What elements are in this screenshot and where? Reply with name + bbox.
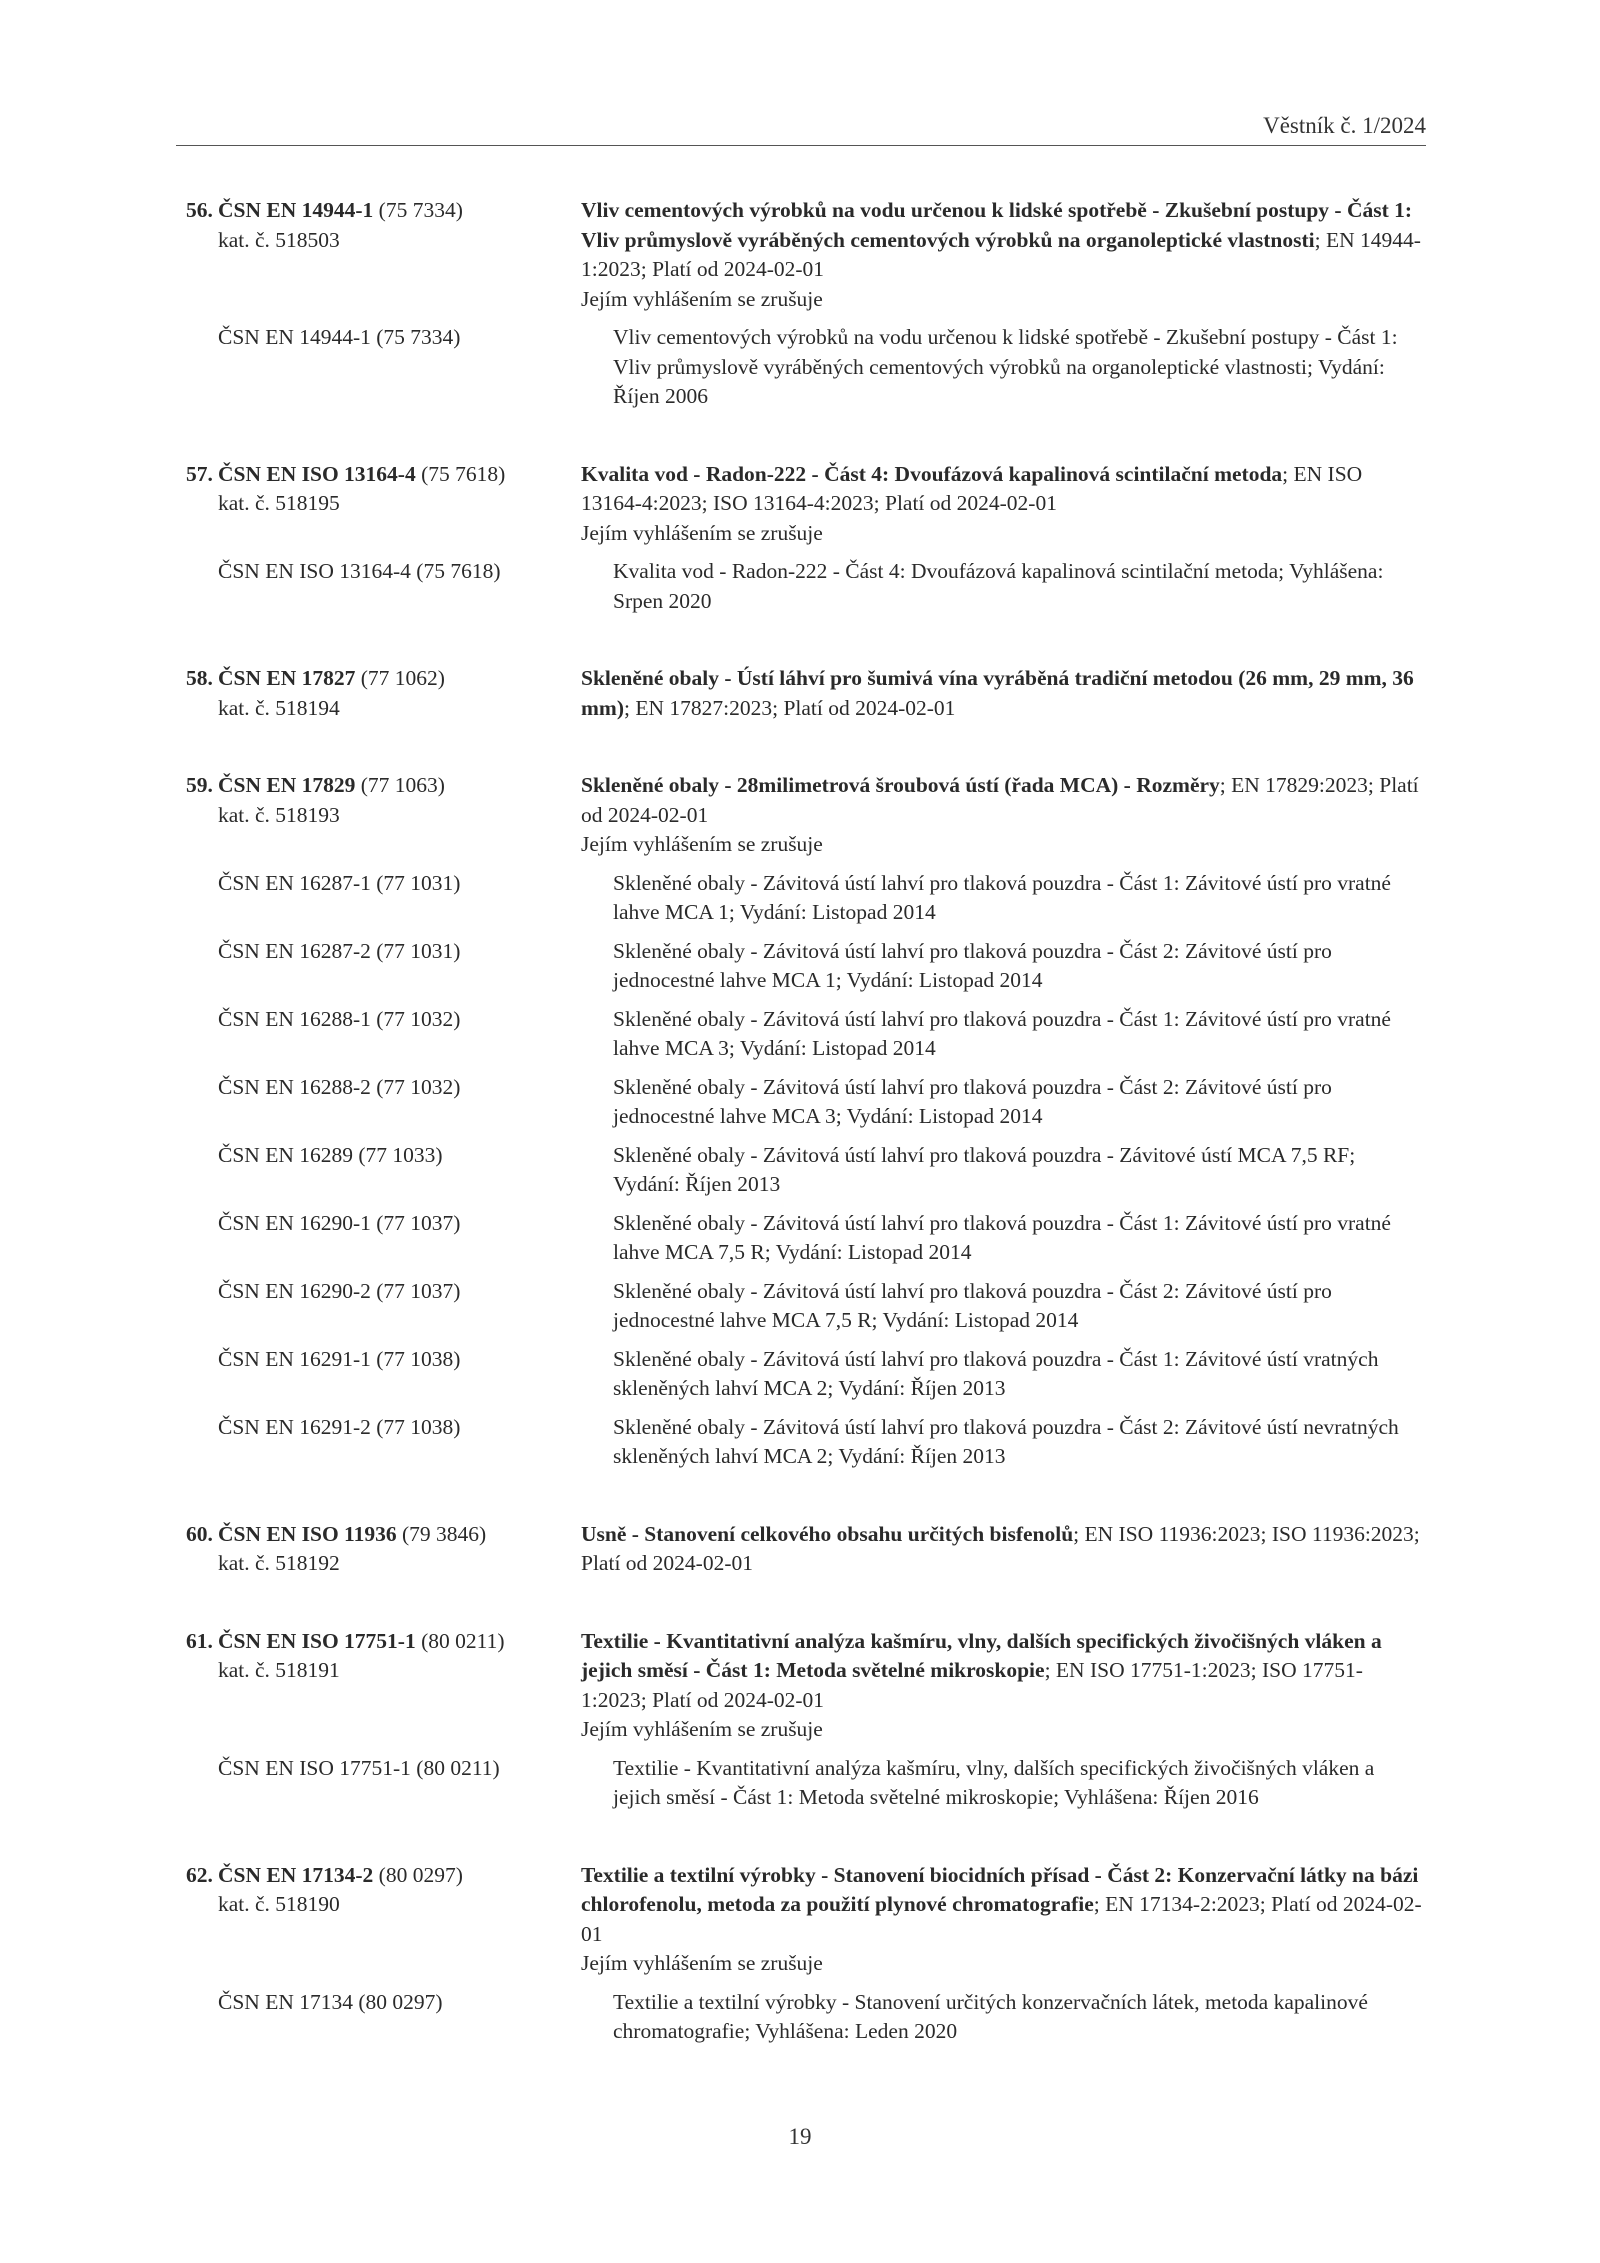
replaced-standard-text: Vliv cementových výrobků na vodu určenou k lidské spotřebě - Zkušební postupy - Část 1: Vliv průmyslově vyráběných cementových výrobků na organoleptické vlastnosti; Vydání: Říjen 2006 bbox=[613, 325, 1398, 408]
standard-id-block bbox=[186, 1520, 581, 1579]
entry-number: 62. bbox=[186, 1862, 213, 1887]
standard-id-block bbox=[186, 460, 581, 549]
classification-code: (75 7618) bbox=[421, 461, 506, 486]
standard-main-row bbox=[186, 771, 1426, 860]
standard-id-block bbox=[186, 196, 581, 314]
replaced-standard-code: ČSN EN 16287-1 (77 1031) bbox=[218, 870, 461, 895]
catalog-number: kat. č. 518191 bbox=[218, 1658, 340, 1682]
classification-code: (80 0297) bbox=[378, 1862, 463, 1887]
standard-entry bbox=[186, 1627, 1426, 1813]
standard-entry bbox=[186, 771, 1426, 1472]
standard-code: ČSN EN ISO 11936 bbox=[218, 1521, 397, 1546]
standard-entry bbox=[186, 460, 1426, 617]
replaced-standard-text: Kvalita vod - Radon-222 - Část 4: Dvoufázová kapalinová scintilační metoda; Vyhlášena: Srpen 2020 bbox=[613, 559, 1384, 613]
catalog-number: kat. č. 518195 bbox=[218, 491, 340, 515]
standard-id-block bbox=[186, 1861, 581, 1979]
standard-main-row bbox=[186, 1520, 1426, 1579]
standard-main-row bbox=[186, 664, 1426, 723]
standard-description bbox=[581, 771, 1426, 860]
replaced-standard-text: Skleněné obaly - Závitová ústí lahví pro tlaková pouzdra - Část 2: Závitové ústí pro jednocestné lahve MCA 7,5 R; Vydání: Listopad 2014 bbox=[613, 1278, 1332, 1332]
replaced-standard-text: Skleněné obaly - Závitová ústí lahví pro tlaková pouzdra - Část 2: Závitové ústí pro jednocestné lahve MCA 1; Vydání: Listopad 2014 bbox=[613, 938, 1332, 992]
replaced-standard-code: ČSN EN ISO 17751-1 (80 0211) bbox=[218, 1755, 500, 1780]
replaced-standard-text: Textilie - Kvantitativní analýza kašmíru, vlny, dalších specifických živočišných vláken a jejich směsí - Část 1: Metoda světelné mikroskopie; Vyhlášena: Říjen 2016 bbox=[613, 1755, 1375, 1809]
replaced-standard-row bbox=[186, 1754, 1426, 1813]
replaced-standard-row bbox=[186, 1005, 1426, 1064]
standard-description bbox=[581, 196, 1426, 314]
replaced-standard-code: ČSN EN 16288-2 (77 1032) bbox=[218, 1074, 461, 1099]
entry-number: 57. bbox=[186, 461, 213, 486]
standard-main-row bbox=[186, 196, 1426, 314]
replaced-standard-code: ČSN EN ISO 13164-4 (75 7618) bbox=[218, 559, 501, 583]
entry-number: 59. bbox=[186, 773, 213, 797]
entry-number: 56. bbox=[186, 198, 213, 222]
replaced-standard-text: Textilie a textilní výrobky - Stanovení určitých konzervačních látek, metoda kapalinové chromatografie; Vyhlášena: Leden 2020 bbox=[613, 1989, 1368, 2043]
replaced-standard-text: Skleněné obaly - Závitová ústí lahví pro tlaková pouzdra - Závitové ústí MCA 7,5 RF; Vydání: Říjen 2013 bbox=[613, 1142, 1356, 1196]
catalog-number: kat. č. 518503 bbox=[218, 227, 340, 252]
replaced-standard-row bbox=[186, 1277, 1426, 1336]
replaced-standard-row bbox=[186, 1413, 1426, 1472]
standard-main-row bbox=[186, 1627, 1426, 1745]
standard-code: ČSN EN 14944-1 bbox=[218, 198, 374, 222]
standard-details: ; EN 17829:2023; Platí od 2024-02-01 bbox=[581, 773, 1419, 827]
replaced-standard-text: Skleněné obaly - Závitová ústí lahví pro tlaková pouzdra - Část 1: Závitové ústí pro vratné lahve MCA 7,5 R; Vydání: Listopad 2014 bbox=[613, 1210, 1391, 1264]
standards-list bbox=[186, 196, 1426, 2095]
page-header bbox=[176, 113, 1426, 146]
catalog-number: kat. č. 518192 bbox=[218, 1551, 340, 1575]
standard-entry bbox=[186, 1520, 1426, 1579]
standard-main-row bbox=[186, 1861, 1426, 1979]
standard-code: ČSN EN ISO 17751-1 bbox=[218, 1628, 416, 1653]
entry-number: 58. bbox=[186, 666, 213, 690]
standard-description bbox=[581, 1861, 1426, 1979]
standard-entry bbox=[186, 664, 1426, 723]
standard-description bbox=[581, 1520, 1426, 1579]
classification-code: (80 0211) bbox=[421, 1628, 505, 1653]
replaced-standard-text: Skleněné obaly - Závitová ústí lahví pro tlaková pouzdra - Část 1: Závitové ústí pro vratné lahve MCA 3; Vydání: Listopad 2014 bbox=[613, 1006, 1391, 1060]
standard-title: Vliv cementových výrobků na vodu určenou k lidské spotřebě - Zkušební postupy - Část 1: Vliv průmyslově vyráběných cementových výrobků na organoleptické vlastnosti bbox=[581, 198, 1413, 252]
standard-title: Textilie - Kvantitativní analýza kašmíru, vlny, dalších specifických živočišných vláken a jejich směsí - Část 1: Metoda světelné mikroskopie bbox=[581, 1628, 1382, 1682]
replaced-standard-row bbox=[186, 937, 1426, 996]
replaced-standard-code: ČSN EN 17134 (80 0297) bbox=[218, 1989, 443, 2014]
standard-title: Skleněné obaly - Ústí láhví pro šumivá vína vyráběná tradiční metodou (26 mm, 29 mm, 36 mm) bbox=[581, 666, 1414, 720]
classification-code: (75 7334) bbox=[378, 198, 463, 222]
replaced-standard-row bbox=[186, 1141, 1426, 1200]
standard-details: ; EN ISO 17751-1:2023; ISO 17751-1:2023; Platí od 2024-02-01 bbox=[581, 1658, 1363, 1712]
classification-code: (77 1063) bbox=[360, 773, 445, 797]
catalog-number: kat. č. 518190 bbox=[218, 1892, 340, 1916]
replaced-standard-code: ČSN EN 16289 (77 1033) bbox=[218, 1142, 443, 1167]
classification-code: (79 3846) bbox=[402, 1521, 487, 1546]
replaced-standard-text: Skleněné obaly - Závitová ústí lahví pro tlaková pouzdra - Část 2: Závitové ústí pro jednocestné lahve MCA 3; Vydání: Listopad 2014 bbox=[613, 1074, 1332, 1128]
replaced-standard-code: ČSN EN 14944-1 (75 7334) bbox=[218, 325, 461, 349]
standard-description bbox=[581, 1627, 1426, 1745]
replaced-standard-code: ČSN EN 16288-1 (77 1032) bbox=[218, 1006, 461, 1031]
replaced-standard-text: Skleněné obaly - Závitová ústí lahví pro tlaková pouzdra - Část 2: Závitové ústí nevratných skleněných lahví MCA 2; Vydání: Říjen 2013 bbox=[613, 1414, 1399, 1468]
replaced-standard-row bbox=[186, 1209, 1426, 1268]
standard-code: ČSN EN 17827 bbox=[218, 666, 356, 690]
standard-title: Kvalita vod - Radon-222 - Část 4: Dvoufázová kapalinová scintilační metoda bbox=[581, 461, 1283, 486]
standard-id-block bbox=[186, 771, 581, 860]
replaced-standard-code: ČSN EN 16290-1 (77 1037) bbox=[218, 1210, 461, 1235]
catalog-number: kat. č. 518193 bbox=[218, 802, 340, 827]
entry-number: 61. bbox=[186, 1628, 213, 1653]
replaced-standard-code: ČSN EN 16290-2 (77 1037) bbox=[218, 1278, 461, 1303]
page-number: 19 bbox=[788, 2124, 812, 2149]
replaced-standard-row bbox=[186, 869, 1426, 928]
standard-title: Usně - Stanovení celkového obsahu určitých bisfenolů bbox=[581, 1521, 1074, 1546]
standard-title: Textilie a textilní výrobky - Stanovení biocidních přísad - Část 2: Konzervační látky na bázi chlorofenolu, metoda za použití plynové chromatografie bbox=[581, 1862, 1419, 1916]
standard-code: ČSN EN 17134-2 bbox=[218, 1862, 374, 1887]
repeal-note: Jejím vyhlášením se zrušuje bbox=[581, 286, 823, 311]
catalog-number: kat. č. 518194 bbox=[218, 695, 340, 720]
standard-details: ; EN 17827:2023; Platí od 2024-02-01 bbox=[623, 695, 956, 720]
repeal-note: Jejím vyhlášením se zrušuje bbox=[581, 1717, 823, 1741]
standard-description bbox=[581, 664, 1426, 723]
replaced-standard-row bbox=[186, 323, 1426, 412]
replaced-standard-code: ČSN EN 16291-2 (77 1038) bbox=[218, 1414, 461, 1439]
standard-details: ; EN 17134-2:2023; Platí od 2024-02-01 bbox=[581, 1892, 1422, 1946]
standard-title: Skleněné obaly - 28milimetrová šroubová ústí (řada MCA) - Rozměry bbox=[581, 773, 1220, 797]
repeal-note: Jejím vyhlášením se zrušuje bbox=[581, 520, 823, 545]
standard-entry bbox=[186, 196, 1426, 412]
replaced-standard-row bbox=[186, 1073, 1426, 1132]
standard-code: ČSN EN 17829 bbox=[218, 773, 356, 797]
replaced-standard-row bbox=[186, 557, 1426, 616]
replaced-standard-text: Skleněné obaly - Závitová ústí lahví pro tlaková pouzdra - Část 1: Závitové ústí vratných skleněných lahví MCA 2; Vydání: Říjen 2013 bbox=[613, 1346, 1379, 1400]
standard-entry bbox=[186, 1861, 1426, 2047]
standard-id-block bbox=[186, 1627, 581, 1745]
standard-details: ; EN ISO 11936:2023; ISO 11936:2023; Platí od 2024-02-01 bbox=[581, 1521, 1420, 1575]
replaced-standard-code: ČSN EN 16291-1 (77 1038) bbox=[218, 1346, 461, 1371]
standard-code: ČSN EN ISO 13164-4 bbox=[218, 461, 416, 486]
standard-details: ; EN 14944-1:2023; Platí od 2024-02-01 bbox=[581, 227, 1421, 281]
replaced-standard-text: Skleněné obaly - Závitová ústí lahví pro tlaková pouzdra - Část 1: Závitové ústí pro vratné lahve MCA 1; Vydání: Listopad 2014 bbox=[613, 870, 1391, 924]
replaced-standard-row bbox=[186, 1988, 1426, 2047]
replaced-standard-code: ČSN EN 16287-2 (77 1031) bbox=[218, 938, 461, 963]
replaced-standard-row bbox=[186, 1345, 1426, 1404]
repeal-note: Jejím vyhlášením se zrušuje bbox=[581, 832, 823, 856]
entry-number: 60. bbox=[186, 1521, 213, 1546]
standard-id-block bbox=[186, 664, 581, 723]
bulletin-title: Věstník č. 1/2024 bbox=[1263, 113, 1426, 138]
standard-details: ; EN ISO 13164-4:2023; ISO 13164-4:2023; Platí od 2024-02-01 bbox=[581, 461, 1363, 515]
classification-code: (77 1062) bbox=[360, 666, 445, 690]
standard-description bbox=[581, 460, 1426, 549]
repeal-note: Jejím vyhlášením se zrušuje bbox=[581, 1951, 823, 1975]
standard-main-row bbox=[186, 460, 1426, 549]
